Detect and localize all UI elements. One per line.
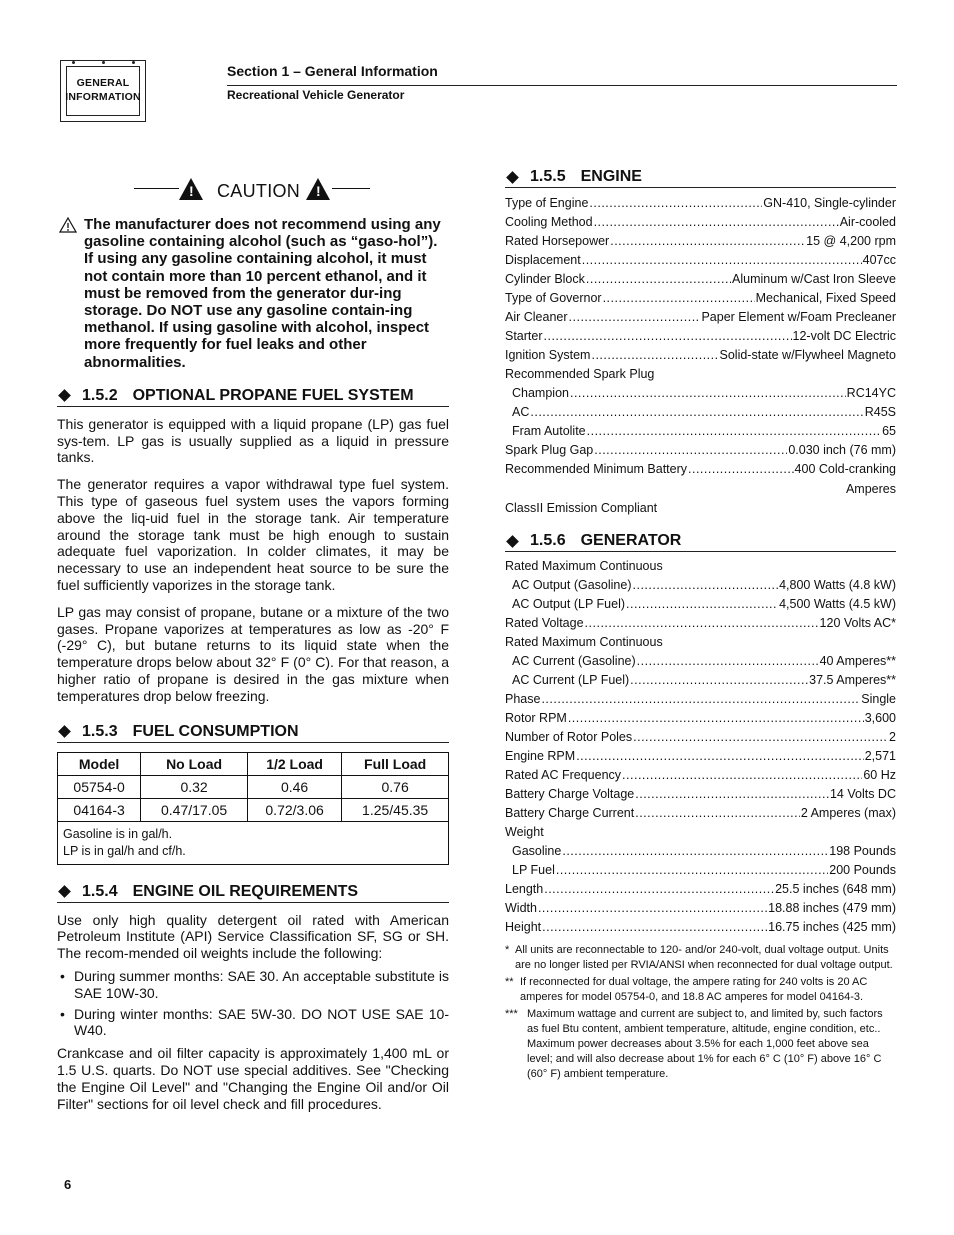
footnote: ** If reconnected for dual voltage, the ampere rating for 240 volts is 20 AC amperes for model 05754-0, and 18.8 AC amperes for model 04164-3. [505, 976, 868, 1003]
spec-row-engine-rpm: Engine RPM ..... 2,571 [505, 747, 896, 766]
section-title: Section 1 – General Information [227, 63, 438, 79]
table-row [58, 775, 449, 798]
heading-title: ENGINE [580, 168, 642, 185]
oil-intro-paragraph: Use only high quality detergent oil rated with American Petroleum Institute (API) Service Classification SF, SG or SH. The recom-mended oil weights include the following: [57, 911, 449, 962]
table-row [58, 798, 449, 821]
oil-capacity-paragraph: Crankcase and oil filter capacity is approximately 1,400 mL or 1.5 U.S. quarts. Do NOT use special additives. See "Checking the Engine Oil Level" and "Changing the Engine Oil and/or Oil Filter" sections for oil level check and fill procedures. [57, 1045, 449, 1112]
spec-row-rated-voltage: Rated Voltage ..... 120 Volts AC* [505, 614, 896, 633]
column-header: Model [58, 752, 141, 775]
footnote-text: If reconnected for dual voltage, the ampere rating for 240 volts is 20 AC amperes for model 05754-0, and 18.8 AC amperes for model 04164-3. [520, 976, 868, 1003]
table-note [58, 821, 449, 864]
table-note-line: LP is in gal/h and cf/h. [63, 843, 186, 858]
spec-row-cooling-method: Cooling Method ..... Air-cooled [505, 213, 896, 232]
spec-row-ac-output-lp: AC Output (LP Fuel) ..... 4,500 Watts (4.5 kW) [505, 595, 896, 614]
spec-row-ac-output-gasoline: AC Output (Gasoline) ..... 4,800 Watts (4.8 kW) [505, 576, 896, 595]
caution-rule-right [332, 188, 370, 189]
header-rule [227, 85, 897, 86]
engine-spec-list [505, 194, 896, 518]
spec-row-rotor-poles: Number of Rotor Poles ..... 2 [505, 728, 896, 747]
list-item: • During summer months: SAE 30. An acceptable substitute is SAE 10W-30. [57, 968, 449, 1002]
battery-continuation: Amperes [845, 482, 896, 496]
fuel-consumption-table [57, 752, 449, 865]
heading-1-5-4 [57, 883, 449, 903]
column-header: 1/2 Load [247, 752, 341, 775]
footnote: *** Maximum wattage and current are subject to, and limited by, such factors as fuel Btu content, ambient temperature, altitude, engine condition, etc.. Maximum power decreases about 3.5% for each 1,000 feet above sea level; and will also decrease about 1% for each 6° C (10° F) above 16° C (60° F) ambient temperature. [505, 1008, 883, 1080]
table-cell: 0.47/17.05 [141, 798, 248, 821]
caution-text-block [57, 216, 449, 371]
spec-row-minimum-battery: Recommended Minimum Battery ..... 400 Cold-cranking [505, 460, 896, 479]
heading-1-5-3 [57, 723, 449, 743]
badge-line-1: GENERAL [76, 77, 130, 90]
page-number: 6 [64, 1177, 72, 1192]
table-note-row [58, 821, 449, 864]
warning-outline-icon [59, 217, 77, 233]
heading-number: 1.5.3 [82, 722, 118, 740]
diamond-bullet-icon [58, 885, 71, 898]
caution-rule-left [134, 188, 179, 189]
diamond-bullet-icon [506, 171, 519, 184]
footnote: * All units are reconnectable to 120- and/or 240-volt, dual voltage output. Units are no longer listed per RVIA/ANSI when reconnected for dual voltage output. [505, 944, 893, 971]
heading-title: FUEL CONSUMPTION [132, 722, 299, 740]
heading-number: 1.5.2 [82, 386, 118, 404]
badge-rivet-dot [72, 61, 75, 64]
column-header: Full Load [342, 752, 449, 775]
diamond-bullet-icon [58, 389, 71, 402]
spec-row-ac: AC ..... R45S [505, 403, 896, 422]
propane-paragraph-1: This generator is equipped with a liquid propane (LP) gas fuel sys-tem. LP gas is usually supplied as a liquid in pressure tanks. [57, 415, 449, 466]
spec-row-ac-current-lp: AC Current (LP Fuel) ..... 37.5 Amperes** [505, 671, 896, 690]
oil-weight-list [57, 968, 449, 1039]
spec-row-type-of-engine: Type of Engine ..... GN-410, Single-cylinder [505, 194, 896, 213]
column-header: No Load [141, 752, 248, 775]
table-note-line: Gasoline is in gal/h. [63, 826, 173, 841]
spec-row-length: Length ..... 25.5 inches (648 mm) [505, 880, 896, 899]
spec-row-width: Width ..... 18.88 inches (479 mm) [505, 899, 896, 918]
warning-triangle-icon: ! [306, 178, 330, 200]
right-column [505, 168, 896, 1082]
heading-title: GENERATOR [580, 532, 682, 549]
caution-text: The manufacturer does not recommend using any gasoline containing alcohol (such as “gaso-hol”). If using any gasoline containing alcohol, it must not contain more than 10 percent ethanol, and it must be removed from the generator dur-ing storage. Do NOT use any gasoline contain-ing methanol. If using gasoline with alcohol, inspect more frequently for fuel leaks and other abnormalities. [84, 216, 441, 371]
heading-title: OPTIONAL PROPANE FUEL SYSTEM [132, 386, 414, 404]
caution-banner [57, 180, 449, 216]
spec-row-ignition: Ignition System ..... Solid-state w/Flywheel Magneto [505, 346, 896, 365]
spec-row-height: Height ..... 16.75 inches (425 mm) [505, 918, 896, 937]
propane-paragraph-3: LP gas may consist of propane, butane or a mixture of the two gases. Propane vaporizes at temperatures as low as -20° F (-29° C), but butane returns to its liquid state when the temperature drops below about 32° F (0° C). For that reason, a higher ratio of propane is desired in the gas mixture when temperatures drop below freezing. [57, 603, 449, 704]
badge-rivet-dot [132, 61, 135, 64]
spec-row-phase: Phase ..... Single [505, 690, 896, 709]
spec-row-ac-frequency: Rated AC Frequency ..... 60 Hz [505, 766, 896, 785]
diamond-bullet-icon [506, 535, 519, 548]
caution-label: CAUTION [217, 181, 301, 201]
heading-number: 1.5.5 [530, 168, 566, 185]
spec-row-champion: Champion ..... RC14YC [505, 384, 896, 403]
spec-row-cylinder-block: Cylinder Block ..... Aluminum w/Cast Iron Sleeve [505, 270, 896, 289]
table-cell: 0.72/3.06 [247, 798, 341, 821]
weight-heading: Weight [505, 825, 544, 839]
emission-compliance: ClassII Emission Compliant [505, 501, 658, 515]
table-cell: 05754-0 [58, 775, 141, 798]
table-cell: 0.46 [247, 775, 341, 798]
section-subtitle: Recreational Vehicle Generator [227, 88, 405, 102]
generator-footnotes [505, 943, 896, 1082]
spec-row-fram-autolite: Fram Autolite ..... 65 [505, 422, 896, 441]
footnote-text: Maximum wattage and current are subject to, and limited by, such factors as fuel Btu content, ambient temperature, altitude, engine condition, etc.. Maximum power decreases about 3.5% for each 1,000 feet above sea level; and will also decrease about 1% for each 6° C (10° F) above 16° C (60° F) ambient temperature. [527, 1008, 883, 1080]
spark-plug-heading: Recommended Spark Plug [505, 367, 655, 381]
table-header-row [58, 752, 449, 775]
general-information-badge [60, 60, 146, 122]
rated-max-continuous-heading: Rated Maximum Continuous [505, 559, 663, 573]
footnote-text: All units are reconnectable to 120- and/or 240-volt, dual voltage output. Units are no longer listed per RVIA/ANSI when reconnected for dual voltage output. [515, 944, 893, 971]
spec-row-charge-voltage: Battery Charge Voltage ..... 14 Volts DC [505, 785, 896, 804]
spec-row-displacement: Displacement ..... 407cc [505, 251, 896, 270]
left-column [57, 180, 449, 1122]
table-cell: 04164-3 [58, 798, 141, 821]
spec-row-charge-current: Battery Charge Current ..... 2 Amperes (max) [505, 804, 896, 823]
badge-line-2: INFORMATION [65, 91, 141, 103]
heading-number: 1.5.6 [530, 532, 566, 549]
table-cell: 0.32 [141, 775, 248, 798]
spec-row-ac-current-gasoline: AC Current (Gasoline) ..... 40 Amperes** [505, 652, 896, 671]
spec-row-starter: Starter ..... 12-volt DC Electric [505, 327, 896, 346]
badge-label [66, 66, 140, 116]
rated-max-continuous-heading: Rated Maximum Continuous [505, 635, 663, 649]
spec-row-weight-gasoline: Gasoline ..... 198 Pounds [505, 842, 896, 861]
spec-row-weight-lp: LP Fuel ..... 200 Pounds [505, 861, 896, 880]
propane-paragraph-2: The generator requires a vapor withdrawal type fuel system. This type of gaseous fuel system uses the vapors forming above the liq-uid fuel in the storage tank. Air temperature around the storage tank must be high enough to sustain adequate fuel vaporization. In colder climates, it may be necessary to use an independent heat source to be sure the fuel sufficiently vaporizes in the storage tank. [57, 476, 449, 593]
table-cell: 0.76 [342, 775, 449, 798]
generator-spec-list [505, 557, 896, 937]
spec-row-rated-horsepower: Rated Horsepower ..... 15 @ 4,200 rpm [505, 232, 896, 251]
spec-row-spark-plug-gap: Spark Plug Gap ..... 0.030 inch (76 mm) [505, 441, 896, 460]
spec-row-air-cleaner: Air Cleaner ..... Paper Element w/Foam Precleaner [505, 308, 896, 327]
heading-1-5-6 [505, 532, 896, 552]
spec-row-rotor-rpm: Rotor RPM ..... 3,600 [505, 709, 896, 728]
list-item: • During winter months: SAE 5W-30. DO NOT USE SAE 10-W40. [57, 1006, 449, 1040]
table-cell: 1.25/45.35 [342, 798, 449, 821]
warning-triangle-icon: ! [179, 178, 203, 200]
heading-1-5-5 [505, 168, 896, 188]
heading-1-5-2 [57, 387, 449, 407]
heading-title: ENGINE OIL REQUIREMENTS [132, 882, 359, 900]
spec-row-governor: Type of Governor ..... Mechanical, Fixed Speed [505, 289, 896, 308]
badge-rivet-dot [102, 61, 105, 64]
diamond-bullet-icon [58, 725, 71, 738]
heading-number: 1.5.4 [82, 882, 118, 900]
